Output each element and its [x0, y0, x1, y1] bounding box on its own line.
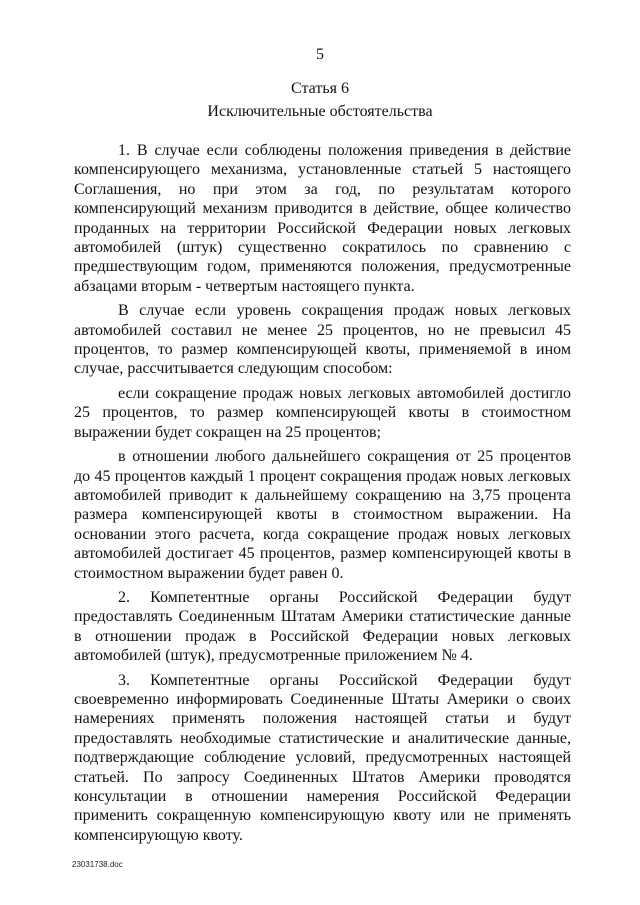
paragraph-4: в отношении любого дальнейшего сокращения от 25 процентов до 45 процентов каждый 1 процент сокращения продаж новых легковых автомобилей приводит к дальнейшему сокращению на 3,75 процента размера компенсирующей квоты в стоимостном выражении. На основании этого расчета, когда сокращение продаж новых легковых автомобилей достигает 45 процентов, размер компенсирующей квоты в стоимостном выражении будет равен 0. — [74, 448, 571, 582]
paragraph-6: 3. Компетентные органы Российской Федерации будут своевременно информировать Соединенные Штаты Америки о своих намерениях применять положения настоящей статьи и будут предоставлять необходимые статистические и аналитические данные, подтверждающие соблюдение условий, предусмотренных настоящей статьей. По запросу Соединенных Штатов Америки проводятся консультации в отношении намерения Российской Федерации применить сокращенную компенсирующую квоту или не применять компенсирующую квоту. — [74, 671, 571, 844]
paragraph-2: В случае если уровень сокращения продаж новых легковых автомобилей составил не менее 25 процентов, но не превысил 45 процентов, то размер компенсирующей квоты, применяемой в ином случае, рассчитывается следующим способом: — [74, 302, 571, 378]
page-number: 5 — [316, 46, 324, 63]
article-heading: Статья 6 — [291, 80, 349, 97]
footer-file-name: 23031738.doc — [72, 860, 123, 869]
paragraph-1: 1. В случае если соблюдены положения приведения в действие компенсирующего механизма, установленные статьей 5 настоящего Соглашения, но при этом за год, по результатам которого компенсирующий механизм приводится в действие, общее количество проданных на территории Российской Федерации новых легковых автомобилей (штук) существенно сократилось по сравнению с предшествующим годом, применяются положения, предусмотренные абзацами вторым - четвертым настоящего пункта. — [74, 142, 571, 295]
paragraph-3: если сокращение продаж новых легковых автомобилей достигло 25 процентов, то размер компенсирующей квоты в стоимостном выражении будет сокращен на 25 процентов; — [74, 384, 571, 441]
paragraph-5: 2. Компетентные органы Российской Федерации будут предоставлять Соединенным Штатам Америки статистические данные в отношении продаж в Российской Федерации новых легковых автомобилей (штук), предусмотренные приложением № 4. — [74, 588, 571, 665]
article-body — [74, 141, 571, 850]
article-title: Исключительные обстоятельства — [207, 103, 433, 120]
